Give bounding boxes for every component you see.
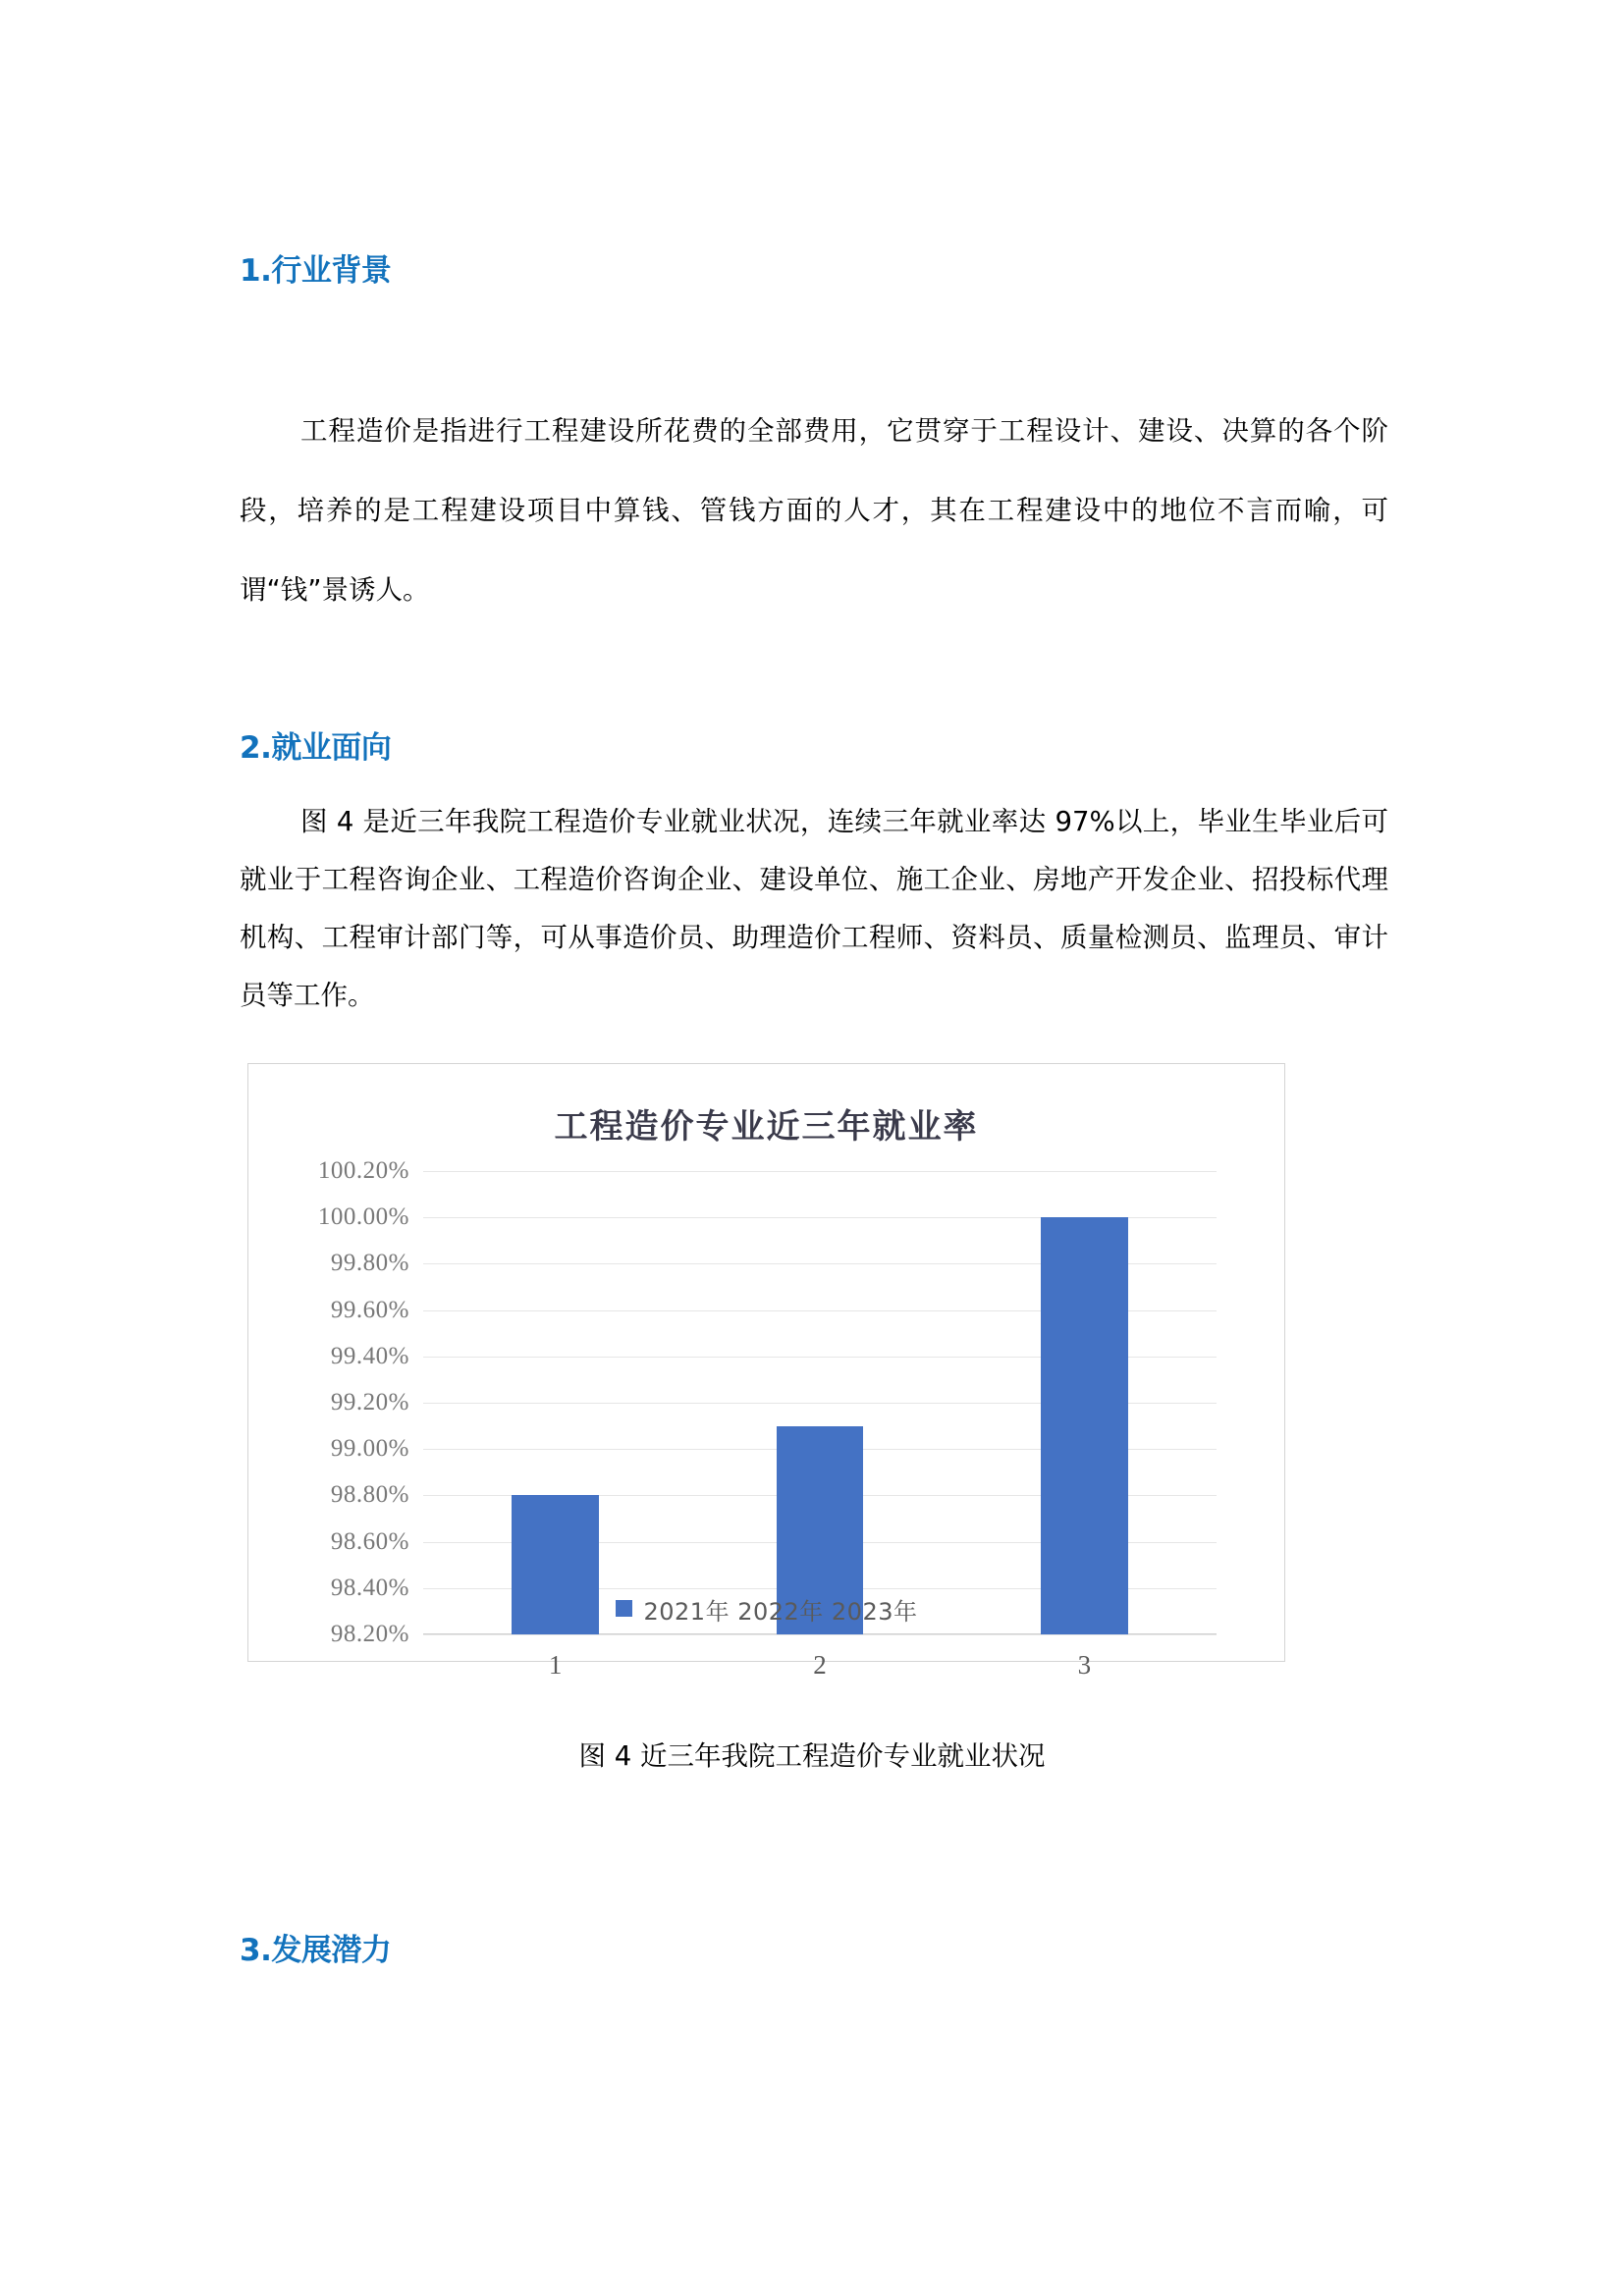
chart-y-tick-label: 98.80%: [330, 1481, 409, 1509]
chart-y-tick-label: 98.60%: [330, 1527, 409, 1555]
section-heading-industry-background: 1.行业背景: [240, 252, 392, 289]
legend-label: 2021年 2022年 2023年: [643, 1598, 918, 1626]
chart-plot-area: [317, 1157, 1217, 1680]
chart-gridline: [423, 1171, 1217, 1172]
chart-y-tick-label: 98.40%: [330, 1574, 409, 1601]
chart-y-tick-label: 99.20%: [330, 1389, 409, 1415]
paragraph-employment: 图 4 是近三年我院工程造价专业就业状况，连续三年就业率达 97%以上，毕业生毕业后可就业于工程咨询企业、工程造价咨询企业、建设单位、施工企业、房地产开发企业、招投标代理机构、工程审计部门等，可从事造价员、助理造价工程师、资料员、质量检测员、监理员、审计员等工作。: [240, 805, 1388, 1011]
chart-y-tick-label: 99.00%: [330, 1435, 409, 1463]
section-heading-development-potential: 3.发展潜力: [240, 1932, 392, 1968]
chart-y-tick-label: 99.60%: [330, 1296, 409, 1323]
chart-y-tick-label: 100.20%: [317, 1157, 409, 1184]
chart-x-tick-label: 2: [813, 1650, 827, 1680]
employment-rate-bar-chart: [247, 1063, 1285, 1680]
chart-legend: [248, 1592, 1284, 1627]
chart-gridline: [423, 1634, 1217, 1635]
chart-y-tick-label: 99.40%: [330, 1342, 409, 1369]
chart-x-tick-label: 1: [548, 1650, 563, 1680]
chart-x-tick-label: 3: [1077, 1650, 1092, 1680]
legend-swatch-icon: [616, 1600, 632, 1617]
paragraph-industry-background: 工程造价是指进行工程建设所花费的全部费用，它贯穿于工程设计、建设、决算的各个阶段，培养的是工程建设项目中算钱、管钱方面的人才，其在工程建设中的地位不言而喻，可谓“钱”景诱人。: [240, 414, 1388, 606]
chart-y-tick-label: 100.00%: [317, 1203, 409, 1231]
chart-y-tick-label: 99.80%: [330, 1250, 409, 1277]
chart-bar: [1041, 1217, 1128, 1634]
chart-title: 工程造价专业近三年就业率: [554, 1109, 979, 1146]
chart-y-tick-label: 98.20%: [330, 1621, 409, 1647]
section-heading-employment: 2.就业面向: [240, 729, 392, 766]
figure-caption: 图 4 近三年我院工程造价专业就业状况: [578, 1740, 1046, 1772]
